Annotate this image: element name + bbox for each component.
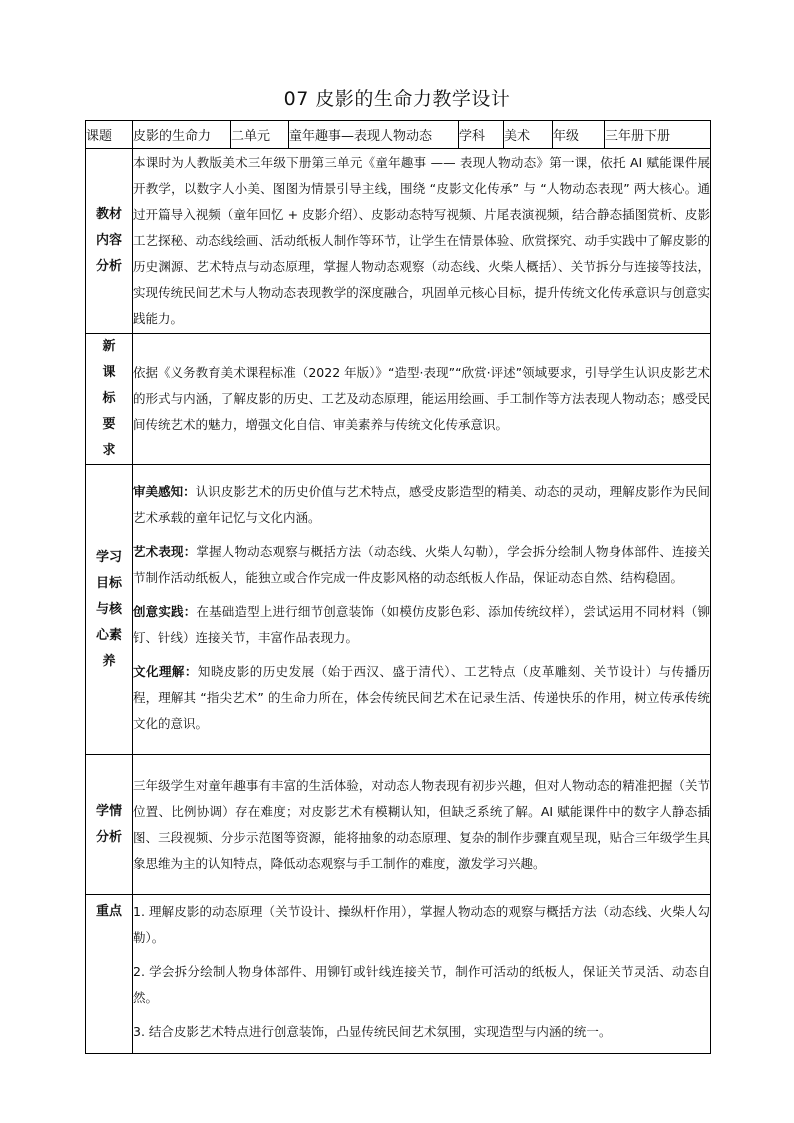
course-label: 课题 [86,121,133,149]
key-points-content [133,895,711,1054]
header-row [86,121,711,149]
curriculum-standard-row [86,334,711,465]
goal-expression: 艺术表现：掌握人物动态观察与概括方法（动态线、火柴人勾勒），学会拆分绘制人物身体部件、连接关节制作活动纸板人，能独立或合作完成一件皮影风格的动态纸板人作品，保证动态自然、结构稳固。 [133,543,710,585]
student-analysis-row [86,755,711,895]
key-point-3: 3. 结合皮影艺术特点进行创意装饰，凸显传统民间艺术氛围，实现造型与内涵的统一。 [133,1024,612,1039]
lesson-plan-table [85,120,711,1054]
goal-culture: 文化理解：知晓皮影的历史发展（始于西汉、盛于清代）、工艺特点（皮革雕刻、关节设计）与传播历程，理解其 “指尖艺术” 的生命力所在，体会传统民间艺术在记录生活、传递快乐的作用，树立传承传统文化的意识。 [133,663,710,731]
learning-goals-label: 学习目标与核心素养 [86,465,133,755]
learning-goals-content [133,465,711,755]
goal-aesthetic: 审美感知：认识皮影艺术的历史价值与艺术特点，感受皮影造型的精美、动态的灵动，理解皮影作为民间艺术承载的童年记忆与文化内涵。 [133,483,710,525]
curriculum-standard-label: 新课标要求 [86,334,133,465]
student-analysis-content: 三年级学生对童年趣事有丰富的生活体验，对动态人物表现有初步兴趣，但对人物动态的精准把握（关节位置、比例协调）存在难度；对皮影艺术有模糊认知，但缺乏系统了解。AI 赋能课件中的数字人静态插图、三段视频、分步示范图等资源，能将抽象的动态原理、复杂的制作步骤直观呈现，贴合三年级学生具象思维为主的认知特点，降低动态观察与手工制作的难度，激发学习兴趣。 [133,755,711,895]
learning-goals-row [86,465,711,755]
goal-creative: 创意实践：在基础造型上进行细节创意装饰（如模仿皮影色彩、添加传统纹样），尝试运用不同材料（铆钉、针线）连接关节，丰富作品表现力。 [133,603,710,645]
key-points-row [86,895,711,1054]
key-point-1: 1. 理解皮影的动态原理（关节设计、操纵杆作用），掌握人物动态的观察与概括方法（动态线、火柴人勾勒）。 [133,904,710,945]
key-point-2: 2. 学会拆分绘制人物身体部件、用铆钉或针线连接关节，制作可活动的纸板人，保证关节灵活、动态自然。 [133,964,710,1005]
textbook-analysis-label: 教材内容分析 [86,149,133,334]
textbook-analysis-row [86,149,711,334]
grade-label: 年级 [553,121,605,149]
subject-value: 美术 [504,121,553,149]
document-title: 07 皮影的生命力教学设计 [283,88,511,110]
textbook-analysis-content: 本课时为人教版美术三年级下册第三单元《童年趣事 —— 表现人物动态》第一课，依托 AI 赋能课件展开教学，以数字人小美、图图为情景引导主线，围绕 “皮影文化传承” 与 “人物动态表现” 两大核心。通过开篇导入视频（童年回忆 + 皮影介绍）、皮影动态特写视频、片尾表演视频，结合静态插图赏析、皮影工艺探秘、动态线绘画、活动纸板人制作等环节，让学生在情景体验、欣赏探究、动手实践中了解皮影的历史渊源、艺术特点与动态原理，掌握人物动态观察（动态线、火柴人概括）、关节拆分与连接等技法，实现传统民间艺术与人物动态表现教学的深度融合，巩固单元核心目标，提升传统文化传承意识与创意实践能力。 [133,149,711,334]
course-value: 皮影的生命力 [133,121,231,149]
curriculum-standard-content: 依据《义务教育美术课程标准（2022 年版）》“造型·表现”“欣赏·评述”领域要求，引导学生认识皮影艺术的形式与内涵，了解皮影的历史、工艺及动态原理，能运用绘画、手工制作等方法表现人物动态；感受民间传统艺术的魅力，增强文化自信、审美素养与传统文化传承意识。 [133,334,711,465]
subject-label: 学科 [459,121,504,149]
unit-topic-cell: 童年趣事—表现人物动态 [289,121,459,149]
student-analysis-label: 学情分析 [86,755,133,895]
grade-value: 三年册下册 [605,121,711,149]
key-points-label: 重点 [86,895,133,1054]
unit-cell: 二单元 [231,121,289,149]
